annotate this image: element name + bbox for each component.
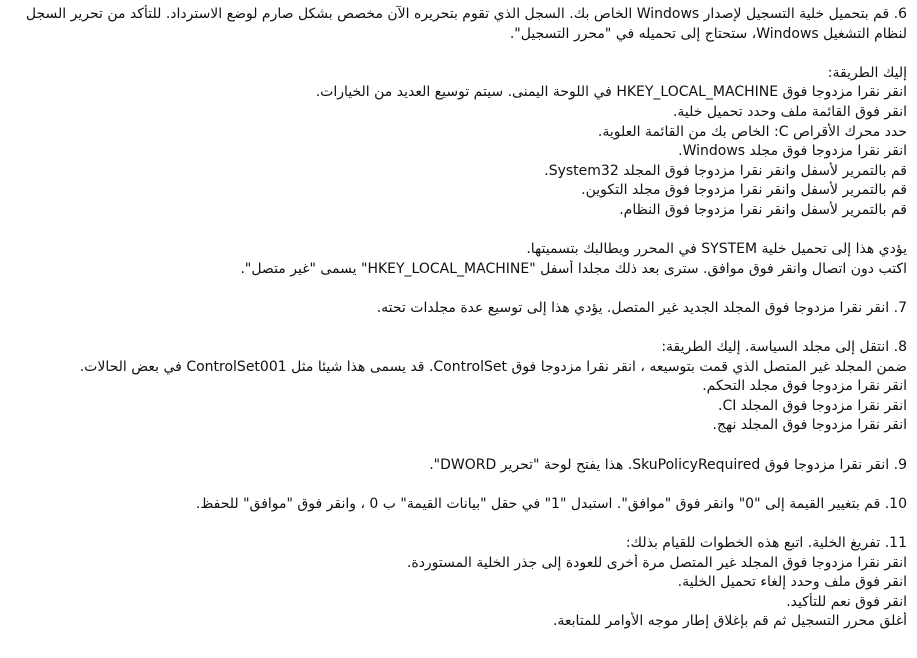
blank-line [7, 319, 907, 339]
document-body [7, 5, 907, 632]
list-item: حدد محرك الأقراص C: الخاص بك من القائمة العلوية. [597, 123, 907, 140]
list-item: انقر نقرا مزدوجا فوق المجلد CI. [718, 397, 907, 414]
list-item: انقر نقرا مزدوجا فوق مجلد التحكم. [702, 378, 907, 395]
step-6-line-1: 6. قم بتحميل خلية التسجيل لإصدار Windows الخاص بك. السجل الذي تقوم بتحريره الآن مخصص بشكل صارم لوضع الاسترداد. للتأكد من تحرير السجل [25, 6, 907, 22]
blank-line [7, 436, 907, 456]
list-item: انقر نقرا مزدوجا فوق مجلد Windows. [678, 143, 907, 160]
step-8-heading: 8. انتقل إلى مجلد السياسة. إليك الطريقة: [661, 339, 907, 356]
list-item: انقر نقرا مزدوجا فوق المجلد نهج. [712, 417, 907, 434]
blank-line [7, 44, 907, 64]
blank-line [7, 514, 907, 534]
list-item: قم بالتمرير لأسفل وانقر نقرا مزدوجا فوق المجلد System32. [544, 162, 907, 179]
list-item: قم بالتمرير لأسفل وانقر نقرا مزدوجا فوق مجلد التكوين. [581, 182, 907, 199]
list-item: انقر فوق ملف وحدد إلغاء تحميل الخلية. [677, 574, 907, 591]
list-item: انقر نقرا مزدوجا فوق HKEY_LOCAL_MACHINE في اللوحة اليمنى. سيتم توسيع العديد من الخيارات. [315, 84, 907, 101]
list-item: أغلق محرر التسجيل ثم قم بإغلاق إطار موجه الأوامر للمتابعة. [552, 613, 907, 630]
step-9-line: 9. انقر نقرا مزدوجا فوق SkuPolicyRequired. هذا يفتح لوحة "تحرير DWORD". [429, 456, 907, 473]
method-heading: إليك الطريقة: [827, 64, 907, 81]
step-11-heading: 11. تفريغ الخلية. اتبع هذه الخطوات للقيام بذلك: [625, 535, 907, 552]
list-item: ضمن المجلد غير المتصل الذي قمت بتوسيعه ، انقر نقرا مزدوجا فوق ControlSet. قد يسمى هذا شيئا مثل ControlSet001 في بعض الحالات. [79, 358, 907, 375]
step-7-line: 7. انقر نقرا مزدوجا فوق المجلد الجديد غير المتصل. يؤدي هذا إلى توسيع عدة مجلدات تحته. [376, 299, 907, 316]
blank-line [7, 475, 907, 495]
blank-line [7, 279, 907, 299]
list-item: قم بالتمرير لأسفل وانقر نقرا مزدوجا فوق النظام. [619, 201, 907, 218]
step-6-line-2: لنظام التشغيل Windows، ستحتاج إلى تحميله في "محرر التسجيل". [509, 25, 907, 42]
list-item: انقر فوق نعم للتأكيد. [786, 593, 907, 610]
paragraph-line: يؤدي هذا إلى تحميل خلية SYSTEM في المحرر ويطالبك بتسميتها. [526, 241, 907, 258]
list-item: انقر فوق القائمة ملف وحدد تحميل خلية. [672, 103, 907, 120]
step-10-line: 10. قم بتغيير القيمة إلى "0" وانقر فوق "موافق". استبدل "1" في حقل "بيانات القيمة" ب 0 ، وانقر فوق "موافق" للحفظ. [195, 495, 907, 512]
list-item: انقر نقرا مزدوجا فوق المجلد غير المتصل مرة أخرى للعودة إلى جذر الخلية المستوردة. [406, 554, 907, 571]
blank-line [7, 221, 907, 241]
paragraph-line: اكتب دون اتصال وانقر فوق موافق. سترى بعد ذلك مجلدا أسفل "HKEY_LOCAL_MACHINE" يسمى "غير متصل". [240, 260, 907, 277]
